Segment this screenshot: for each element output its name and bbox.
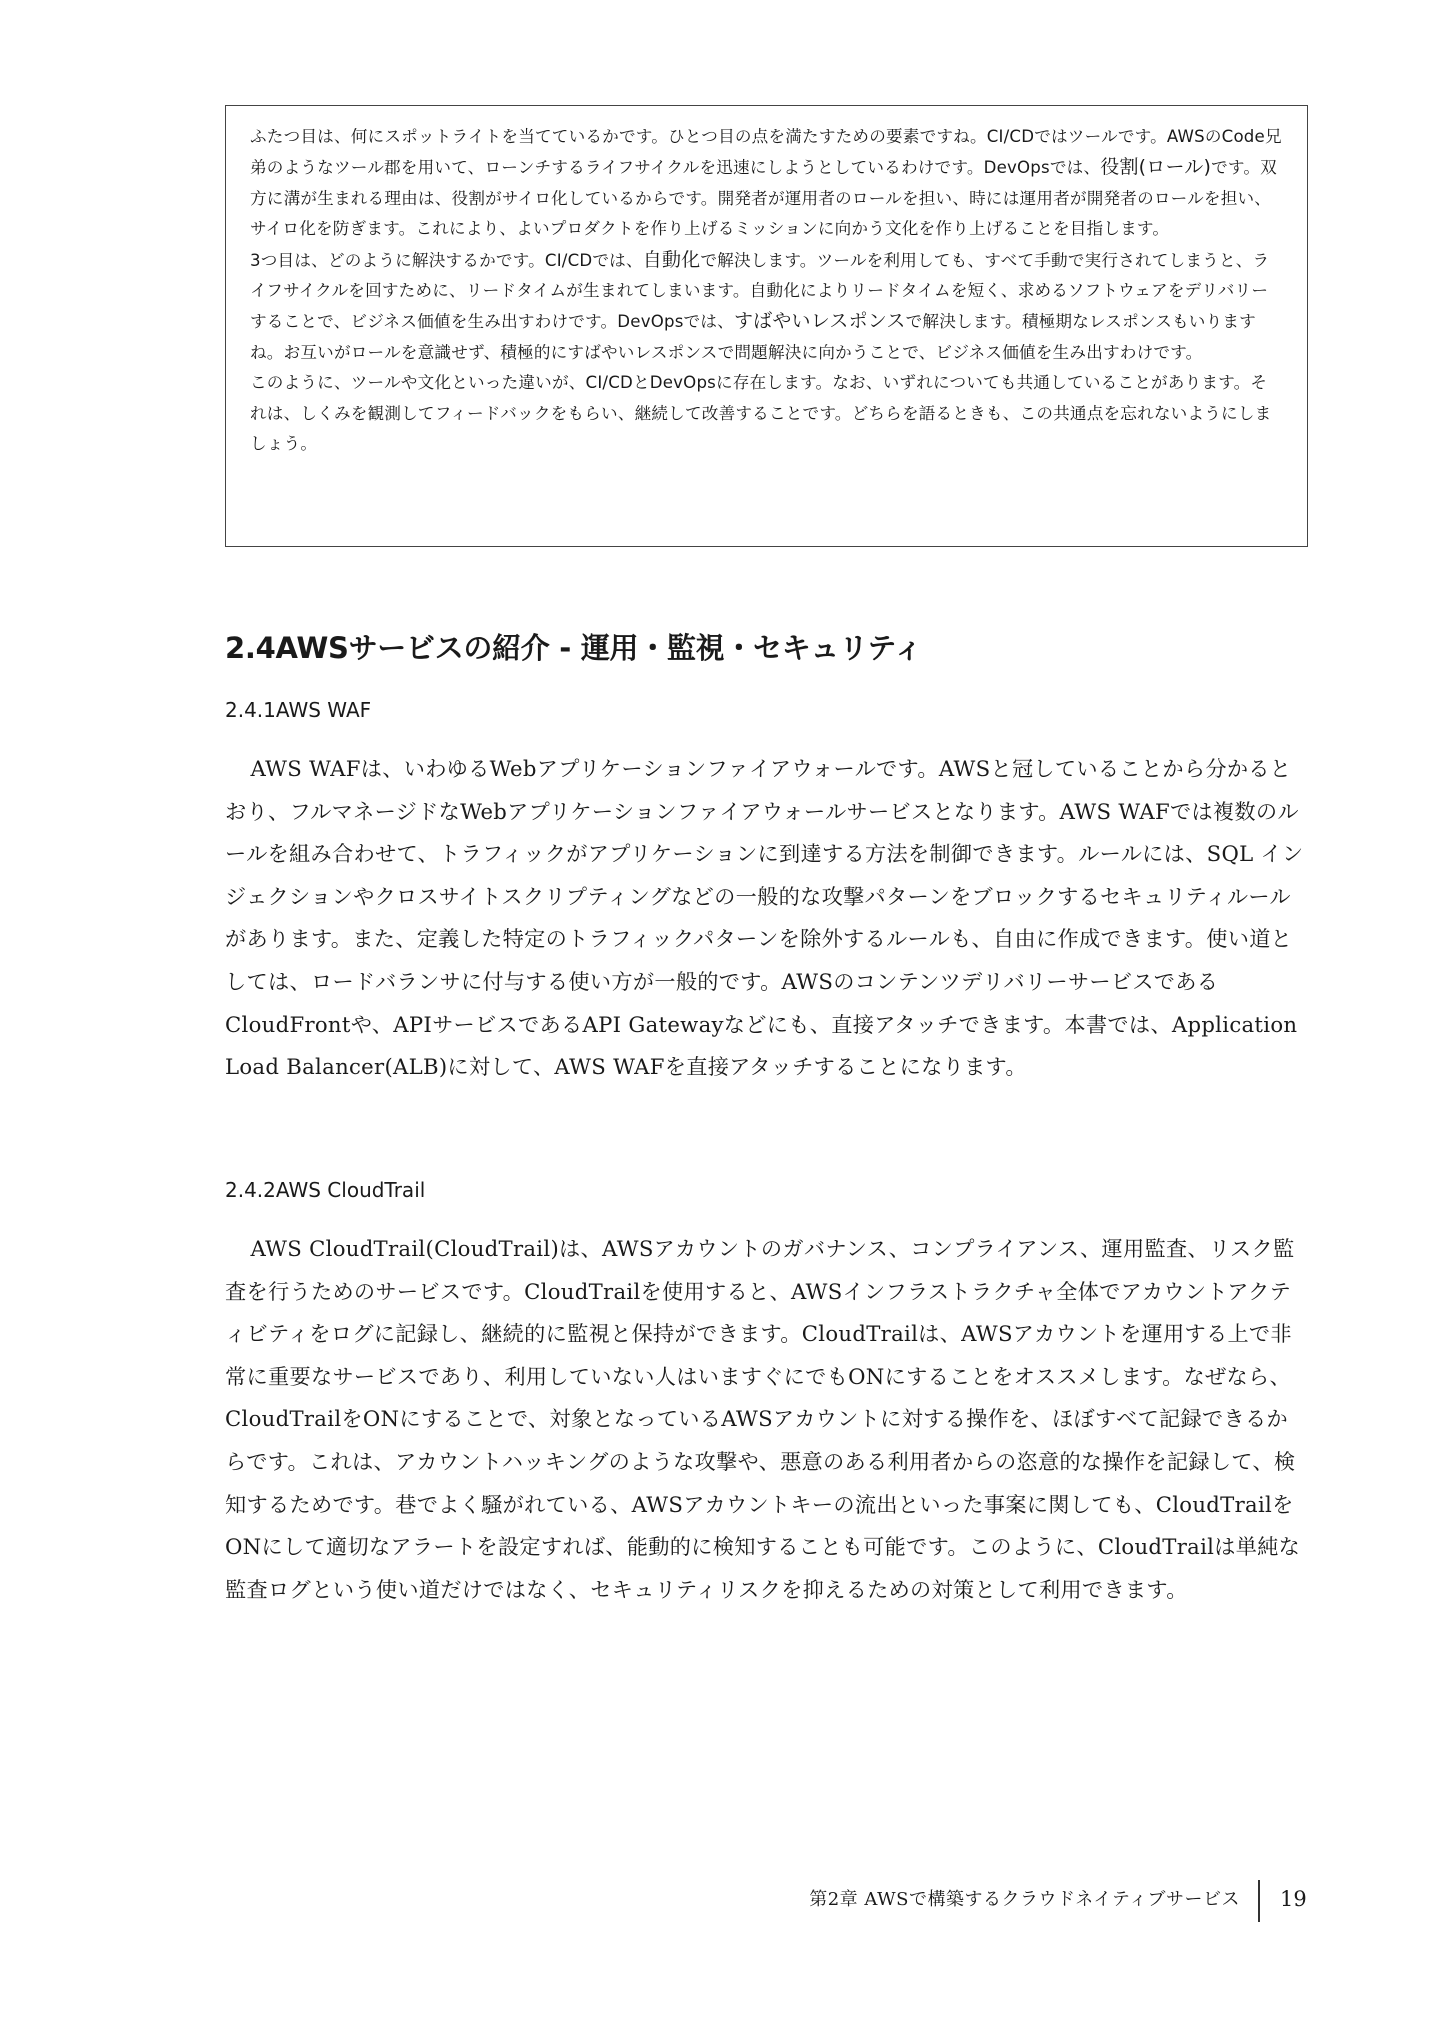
subsection-heading-waf: 2.4.1AWS WAF	[225, 698, 372, 722]
column-paragraph-summary: このように、ツールや文化といった違いが、CI/CDとDevOpsに存在します。なお、いずれについても共通していることがあります。それは、しくみを観測してフィードバックをもらい、継続して改善することです。どちらを語るときも、この共通点を忘れないようにしましょう。	[250, 373, 1272, 454]
footer-divider	[1258, 1880, 1260, 1922]
cloudtrail-body: AWS CloudTrail(CloudTrail)は、AWSアカウントのガバナンス、コンプライアンス、運用監査、リスク監査を行うためのサービスです。CloudTrailを使用すると、AWSインフラストラクチャ全体でアカウントアクティビティをログに記録し、継続的に監視と保持ができます。CloudTrailは、AWSアカウントを運用する上で非常に重要なサービスであり、利用していない人はいますぐにでもONにすることをオススメします。なぜなら、CloudTrailをONにすることで、対象となっているAWSアカウントに対する操作を、ほぼすべて記録できるからです。これは、アカウントハッキングのような攻撃や、悪意のある利用者からの恣意的な操作を記録して、検知するためです。巷でよく騒がれている、AWSアカウントキーの流出といった事案に関しても、CloudTrailをONにして適切なアラートを設定すれば、能動的に検知することも可能です。このように、CloudTrailは単純な監査ログという使い道だけではなく、セキュリティリスクを抑えるための対策として利用できます。	[225, 1236, 1301, 1602]
waf-body: AWS WAFは、いわゆるWebアプリケーションファイアウォールです。AWSと冠していることから分かるとおり、フルマネージドなWebアプリケーションファイアウォールサービスとなります。AWS WAFでは複数のルールを組み合わせて、トラフィックがアプリケーションに到達する方法を制御できます。ルールには、SQL インジェクションやクロスサイトスクリプティングなどの一般的な攻撃パターンをブロックするセキュリティルールがあります。また、定義した特定のトラフィックパターンを除外するルールも、自由に作成できます。使い道としては、ロードバランサに付与する使い方が一般的です。AWSのコンテンツデリバリーサービスであるCloudFrontや、APIサービスであるAPI Gatewayなどにも、直接アタッチできます。本書では、Application Load Balancer(ALB)に対して、AWS WAFを直接アタッチすることになります。	[225, 756, 1304, 1080]
emphasis-roles: 役割(ロール)	[1100, 156, 1212, 179]
page-number: 19	[1280, 1887, 1307, 1911]
column-paragraph-roles: ふたつ目は、何にスポットライトを当てているかです。ひとつ目の点を満たすための要素ですね。CI/CDではツールです。AWSのCode兄弟のようなツール郡を用いて、ローンチするライフサイクルを迅速にしようとしているわけです。DevOpsでは、役割(ロール)です。双方に溝が生まれる理由は、役割がサイロ化しているからです。開発者が運用者のロールを担い、時には運用者が開発者のロールを担い、サイロ化を防ぎます。これにより、よいプロダクトを作り上げるミッションに向かう文化を作り上げることを目指します。	[250, 127, 1282, 239]
section-heading: 2.4AWSサービスの紹介 - 運用・監視・セキュリティ	[225, 631, 923, 665]
footer-chapter-title: 第2章 AWSで構築するクラウドネイティブサービス	[809, 1889, 1240, 1910]
subsection-heading-cloudtrail: 2.4.2AWS CloudTrail	[225, 1178, 426, 1202]
emphasis-quick-response: すばやいレスポンス	[733, 310, 906, 333]
emphasis-automation: 自動化	[642, 248, 701, 271]
column-paragraph-solution: 3つ目は、どのように解決するかです。CI/CDでは、自動化で解決します。ツールを利用しても、すべて手動で実行されてしまうと、ライフサイクルを回すために、リードタイムが生まれてしまいます。自動化によりリードタイムを短く、求めるソフトウェアをデリバリーすることで、ビジネス価値を生み出すわけです。DevOpsでは、すばやいレスポンスで解決します。積極期なレスポンスもいりますね。お互いがロールを意識せず、積極的にすばやいレスポンスで問題解決に向かうことで、ビジネス価値を生み出すわけです。	[250, 248, 1270, 362]
column-box	[225, 105, 1308, 547]
